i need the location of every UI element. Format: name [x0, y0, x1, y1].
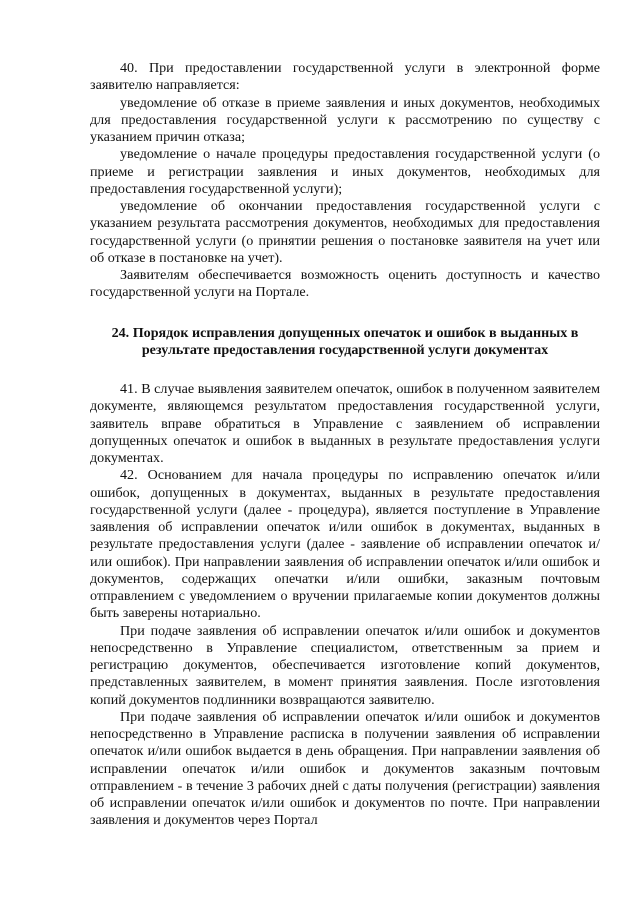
- document-body: [90, 60, 600, 830]
- paragraph-40: 40. При предоставлении государственной услуги в электронной форме заявителю направляется:: [90, 60, 600, 94]
- paragraph-notice-start: уведомление о начале процедуры предоставления государственной услуги (о приеме и регистрации заявления и иных документов, необходимых для предоставления государственной услуги);: [90, 146, 600, 197]
- paragraph-41: 41. В случае выявления заявителем опечаток, ошибок в полученном заявителем документе, являющемся результатом предоставления государственной услуги, заявитель вправе обратиться в Управление с заявлением об исправлении допущенных опечаток и ошибок в выданных в результате предоставления услуги документах.: [90, 381, 600, 466]
- paragraph-notice-refusal: уведомление об отказе в приеме заявления и иных документов, необходимых для предоставления государственной услуги к рассмотрению по существу с указанием причин отказа;: [90, 94, 600, 145]
- paragraph-notice-end: уведомление об окончании предоставления государственной услуги с указанием результата рассмотрения документов, необходимых для предоставления государственной услуги (о принятии решения о постановке заявителя на учет или об отказе в постановке на учет).: [90, 198, 600, 266]
- paragraph-evaluation: Заявителям обеспечивается возможность оценить доступность и качество государственной услуги на Портале.: [90, 267, 600, 301]
- paragraph-submission-copies: При подаче заявления об исправлении опечаток и/или ошибок и документов непосредственно в Управление специалистом, ответственным за прием и регистрацию документов, обеспечивается изготовление копий документов, представленных заявителем, в момент принятия заявления. После изготовления копий документов подлинники возвращаются заявителю.: [90, 622, 600, 708]
- paragraph-42: 42. Основанием для начала процедуры по исправлению опечаток и/или ошибок, допущенных в документах, выданных в результате предоставления государственной услуги (далее - процедура), является поступление в Управление заявления об исправлении опечаток и/или ошибок в документах, выданных в результате предоставления услуги (далее - заявление об исправлении опечаток и/или ошибок). При направлении заявления об исправлении опечаток и/или ошибок и документов, содержащих опечатки и/или ошибки, заказным почтовым отправлением с уведомлением о вручении прилагаемые копии документов должны быть заверены нотариально.: [90, 467, 600, 622]
- section-heading-24: 24. Порядок исправления допущенных опечаток и ошибок в выданных в результате предоставления государственной услуги документах: [111, 324, 579, 358]
- paragraph-submission-receipt: При подаче заявления об исправлении опечаток и/или ошибок и документов непосредственно в Управление расписка в получении заявления об исправлении опечаток и/или ошибок выдается в день обращения. При направлении заявления об исправлении опечаток и/или ошибок и документов заказным почтовым отправлением - в течение 3 рабочих дней с даты получения (регистрации) заявления об исправлении опечаток и/или ошибок и документов по почте. При направлении заявления и документов через Портал: [90, 708, 600, 829]
